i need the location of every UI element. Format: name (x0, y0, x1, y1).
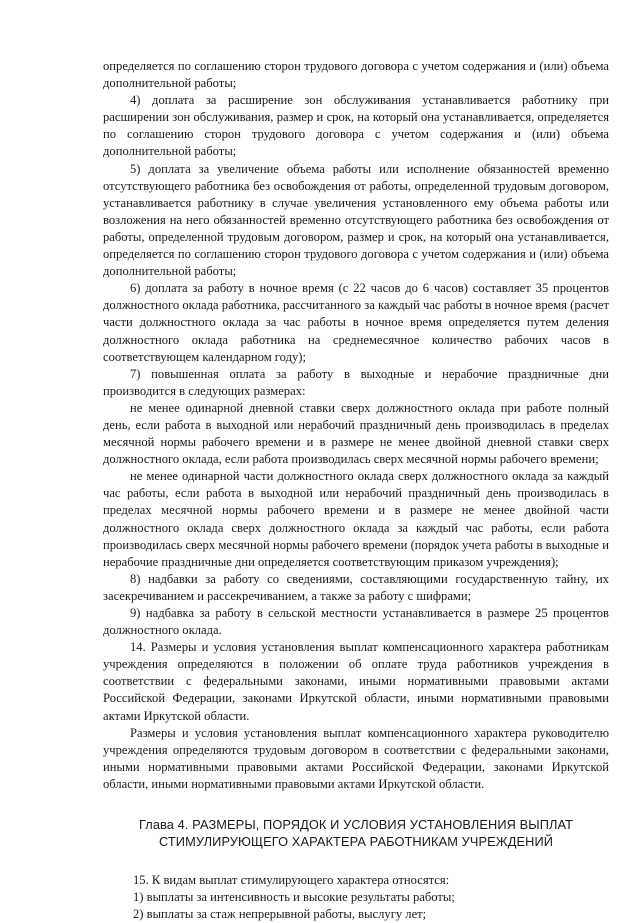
paragraph-item-9: 9) надбавка за работу в сельской местности устанавливается в размере 25 процентов должностного оклада. (103, 606, 609, 638)
paragraph-item-7-sub-2: не менее одинарной части должностного оклада сверх должностного оклада за каждый час работы, если работа в выходной или нерабочий праздничный день производилась в пределах месячной нормы рабочего времени и в размере не менее двойной части должностного оклада сверх должностного оклада за каждый час работы, если работа производилась сверх месячной нормы рабочего времени (порядок учета работы в выходные и нерабочие праздничные дни определяется соответствующим приказом учреждения); (103, 469, 609, 569)
chapter-heading-line-2: СТИМУЛИРУЮЩЕГО ХАРАКТЕРА РАБОТНИКАМ УЧРЕЖДЕНИЙ (158, 834, 554, 850)
chapter-heading-line-1: Глава 4. РАЗМЕРЫ, ПОРЯДОК И УСЛОВИЯ УСТАНОВЛЕНИЯ ВЫПЛАТ (138, 817, 574, 833)
paragraph-item-7-sub-1: не менее одинарной дневной ставки сверх должностного оклада при работе полный день, если работа в выходной или нерабочий праздничный день производилась в пределах месячной нормы рабочего времени и в размере не менее двойной дневной ставки сверх должностного оклада, если работа производилась сверх месячной нормы рабочего времени; (103, 400, 609, 467)
paragraph-item-7: 7) повышенная оплата за работу в выходные и нерабочие праздничные дни производится в следующих размерах: (103, 366, 609, 398)
list-item: 2) выплаты за стаж непрерывной работы, выслугу лет; (133, 907, 427, 922)
paragraph-item-5: 5) доплата за увеличение объема работы или исполнение обязанностей временно отсутствующего работника без освобождения от работы, определенной трудовым договором, устанавливается работнику в случае увеличения установленного ему объема работы или возложения на него обязанностей временно отсутствующего работника без освобождения от работы, определенной трудовым договором, размер и срок, на который она устанавливается, определяется по соглашению сторон трудового договора с учетом содержания и (или) объема дополнительной работы; (103, 161, 609, 279)
paragraph-item-6: 6) доплата за работу в ночное время (с 22 часов до 6 часов) составляет 35 процентов должностного оклада работника, рассчитанного за каждый час работы в ночное время (расчет части должностного оклада за час работы в ночное время определяется путем деления должностного оклада работника на среднемесячное количество рабочих часов в соответствующем календарном году); (103, 281, 609, 364)
section-15-intro: 15. К видам выплат стимулирующего характера относятся: (133, 873, 450, 888)
paragraph-item-4: 4) доплата за расширение зон обслуживания устанавливается работнику при расширении зон обслуживания, размер и срок, на который она устанавливается, определяется по соглашению сторон трудового договора с учетом содержания и (или) объема дополнительной работы; (103, 93, 609, 159)
section-15 (103, 872, 609, 923)
document-page (103, 58, 609, 923)
paragraph-item-8: 8) надбавки за работу со сведениями, составляющими государственную тайну, их засекречиванием и рассекречиванием, а также за работу с шифрами; (103, 571, 609, 603)
chapter-heading (103, 816, 609, 850)
paragraph-section-14-head: Размеры и условия установления выплат компенсационного характера руководителю учреждения определяются трудовым договором в соответствии с федеральными законами, иными нормативными правовыми актами Российской Федерации, законами Иркутской области, иными нормативными правовыми актами Иркутской области. (103, 725, 609, 791)
list-item: 1) выплаты за интенсивность и высокие результаты работы; (133, 890, 455, 905)
paragraph-section-14: 14. Размеры и условия установления выплат компенсационного характера работникам учреждения определяются в положении об оплате труда работников учреждения в соответствии с федеральными законами, иными нормативными правовыми актами Российской Федерации, законами Иркутской области, иными нормативными правовыми актами Иркутской области. (103, 640, 609, 723)
paragraph-continuation: определяется по соглашению сторон трудового договора с учетом содержания и (или) объема дополнительной работы; (103, 59, 609, 91)
